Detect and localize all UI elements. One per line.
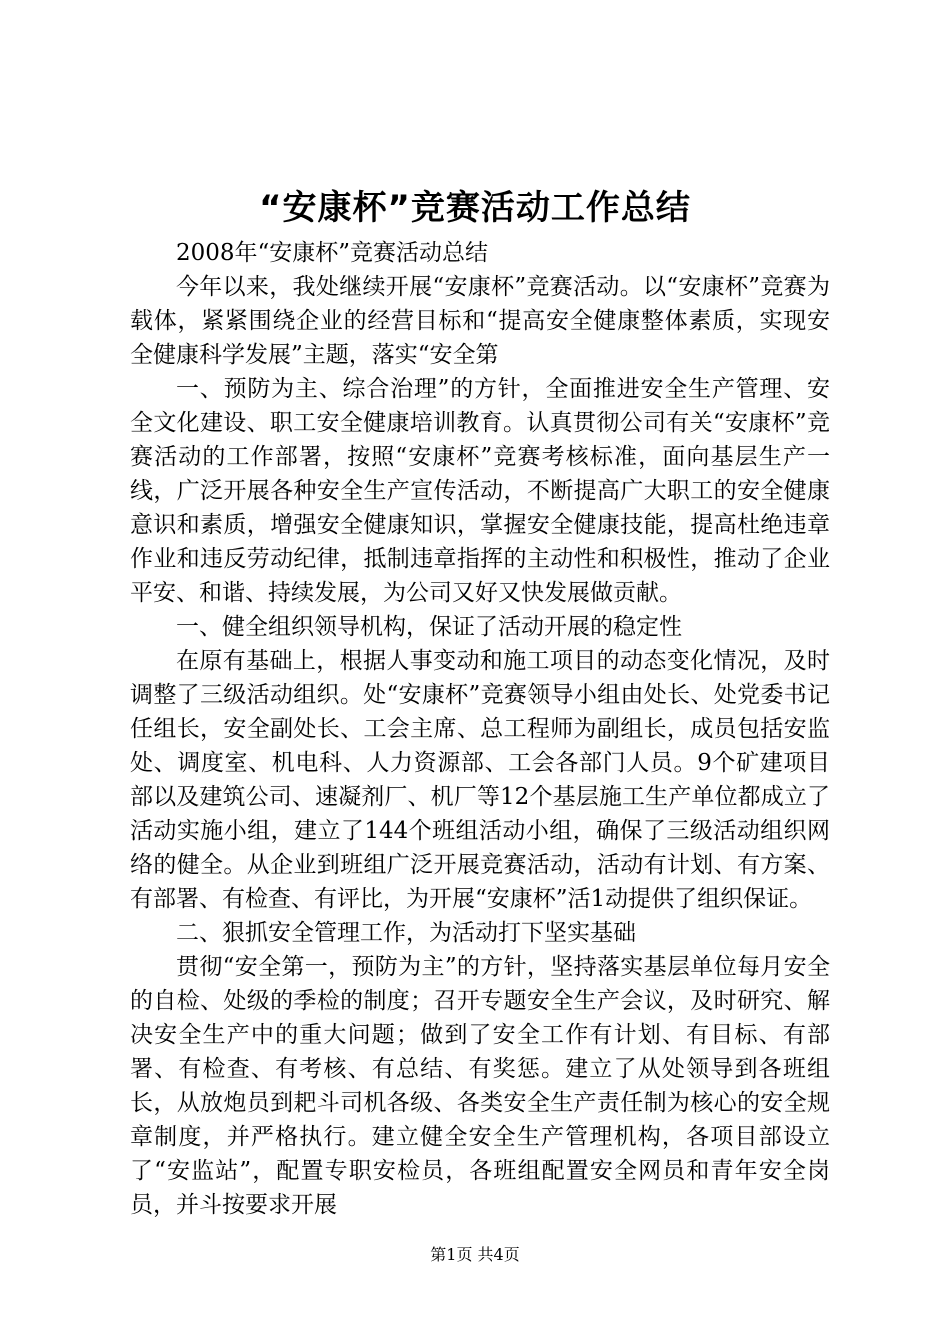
paragraph-intro: 今年以来，我处继续开展“安康杯”竞赛活动。以“安康杯”竞赛为载体，紧紧围绕企业的经营目标和“提高安全健康整体素质，实现安全健康科学发展”主题，落实“安全第 (130, 274, 830, 368)
paragraph-safety-management: 贯彻“安全第一，预防为主”的方针，坚持落实基层单位每月安全的自检、处级的季检的制度；召开专题安全生产会议，及时研究、解决安全生产中的重大问题；做到了安全工作有计划、有目标、有部署、有检查、有考核、有总结、有奖惩。建立了从处领导到各班组长，从放炮员到耙斗司机各级、各类安全生产责任制为核心的安全规章制度，并严格执行。建立健全安全生产管理机构，各项目部设立了“安监站”，配置专职安检员，各班组配置安全网员和青年安全岗员，并斗按要求开展 (130, 954, 830, 1218)
section-heading-1: 一、健全组织领导机构，保证了活动开展的稳定性 (176, 614, 682, 640)
paragraph-policy: 一、预防为主、综合治理”的方针，全面推进安全生产管理、安全文化建设、职工安全健康培训教育。认真贯彻公司有关“安康杯”竞赛活动的工作部署，按照“安康杯”竞赛考核标准，面向基层生产一线，广泛开展各种安全生产宣传活动，不断提高广大职工的安全健康意识和素质，增强安全健康知识，掌握安全健康技能，提高杜绝违章作业和违反劳动纪律，抵制违章指挥的主动性和积极性，推动了企业平安、和谐、持续发展，为公司又好又快发展做贡献。 (130, 376, 830, 606)
paragraph-subtitle: 2008年“安康杯”竞赛活动总结 (176, 240, 489, 266)
page-number-footer: 第1页 共4页 (430, 1245, 520, 1264)
paragraph-organization: 在原有基础上，根据人事变动和施工项目的动态变化情况，及时调整了三级活动组织。处“安康杯”竞赛领导小组由处长、处党委书记任组长，安全副处长、工会主席、总工程师为副组长，成员包括安监处、调度室、机电科、人力资源部、工会各部门人员。9个矿建项目部以及建筑公司、速凝剂厂、机厂等12个基层施工生产单位都成立了活动实施小组，建立了144个班组活动小组，确保了三级活动组织网络的健全。从企业到班组广泛开展竞赛活动，活动有计划、有方案、有部署、有检查、有评比，为开展“安康杯”活1动提供了组织保证。 (130, 648, 830, 912)
document-body (130, 236, 830, 1222)
section-heading-2: 二、狠抓安全管理工作，为活动打下坚实基础 (176, 920, 636, 946)
document-title: “安康杯”竞赛活动工作总结 (259, 188, 691, 228)
